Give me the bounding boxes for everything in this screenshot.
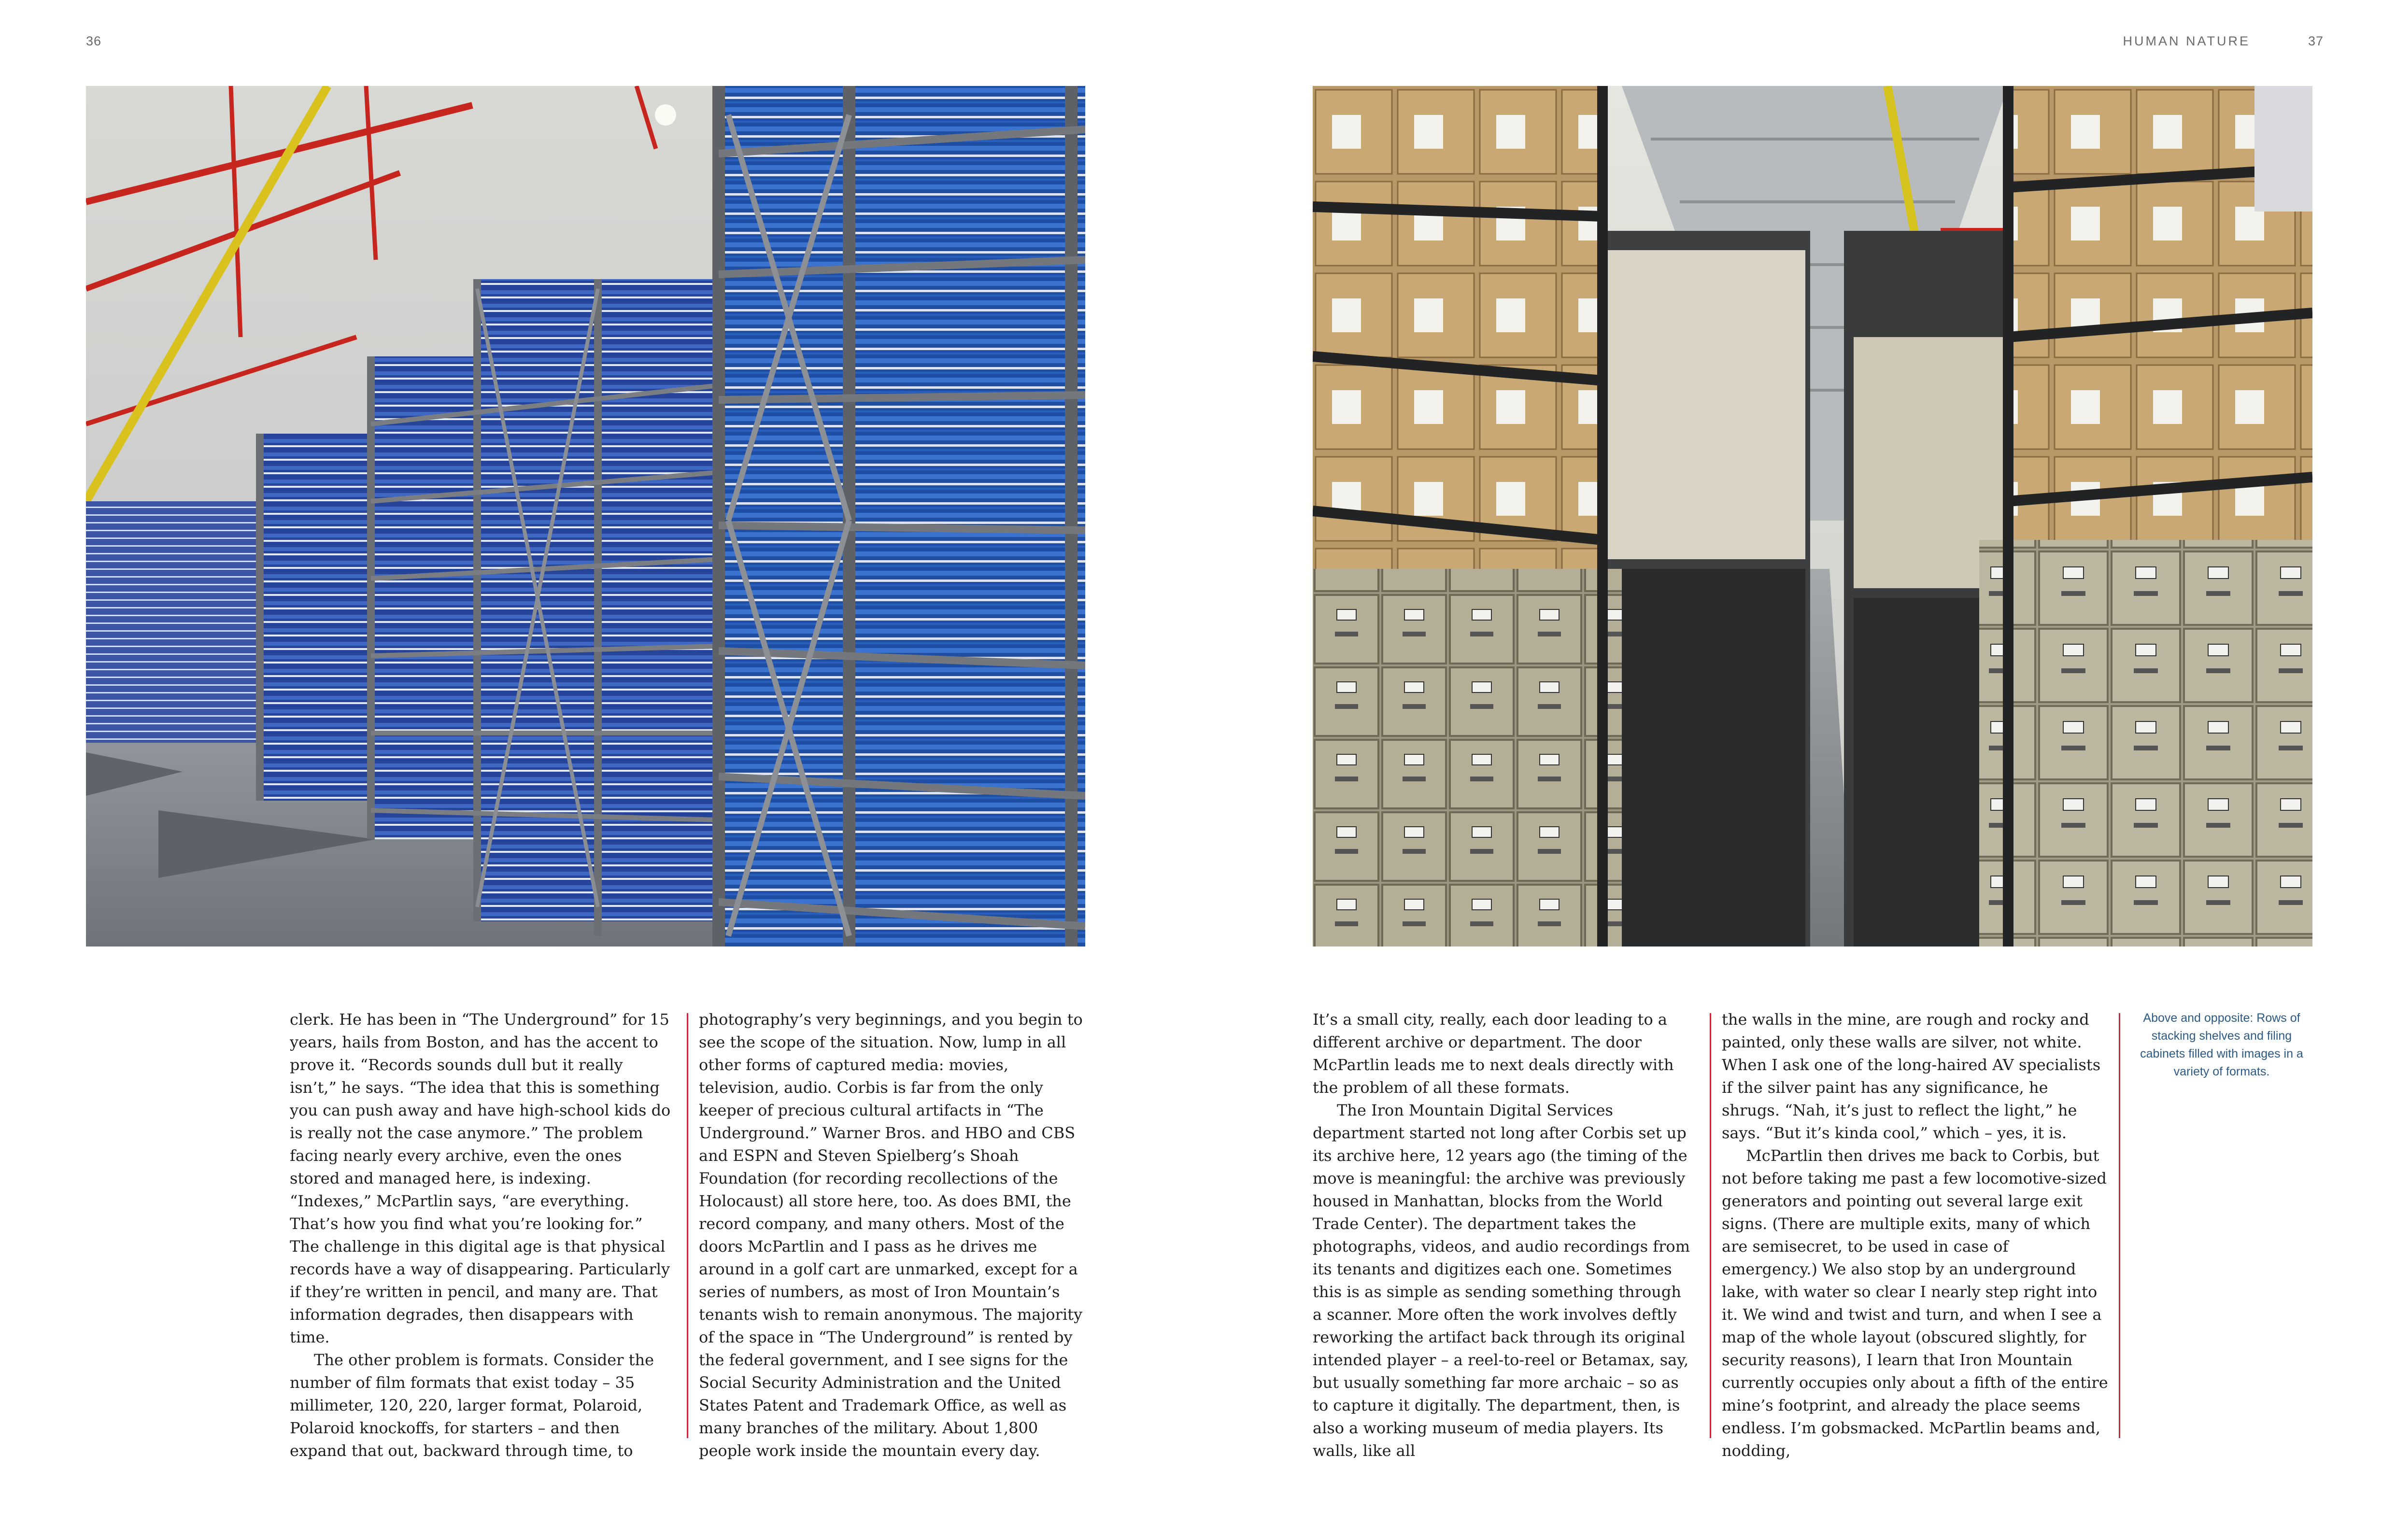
paragraph: It’s a small city, really, each door leading to a different archive or department. The door McPartlin leads me to next deals directly with the problem of all these formats.	[1313, 1010, 1674, 1097]
left-page-number: 36	[86, 34, 102, 48]
column-rule	[687, 1013, 688, 1438]
body-column-1	[290, 1008, 671, 1462]
paragraph: the walls in the mine, are rough and rocky and painted, only these walls are silver, not white. When I ask one of the long-haired AV specialists if the silver paint has any significance, he shrugs. “Nah, it’s just to reflect the light,” he says. “But it’s kinda cool,” which – yes, it is.	[1722, 1010, 2101, 1142]
column-rule	[1710, 1013, 1711, 1438]
filing-cabinet-archive-photo	[1313, 86, 2312, 947]
paragraph: photography’s very beginnings, and you begin to see the scope of the situation. Now, lump in all other forms of captured media: movies, television, audio. Corbis is far from the only keeper of precious cultural artifacts in “The Underground.” Warner Bros. and HBO and CBS and ESPN and Steven Spielberg’s Shoah Foundation (for recording recollections of the Holocaust) all store here, too. As does BMI, the record company, and many others. Most of the doors McPartlin and I pass as he drives me around in a golf cart are unmarked, except for a series of numbers, as most of Iron Mountain’s tenants wish to remain anonymous. The majority of the space in “The Underground” is rented by the federal government, and I see signs for the Social Security Administration and the United States Patent and Trademark Office, as well as many branches of the military. About 1,800 people work inside the mountain every day.	[699, 1010, 1083, 1460]
body-column-2	[699, 1008, 1088, 1462]
paragraph: clerk. He has been in “The Underground” for 15 years, hails from Boston, and has the accent to prove it. “Records sounds dull but it really isn’t,” he says. “The idea that this is something you can push away and have high-school kids do is really not the case anymore.” The problem facing nearly every archive, even the ones stored and managed here, is indexing. “Indexes,” McPartlin says, “are everything. That’s how you find what you’re looking for.” The challenge in this digital age is that physical records have a way of disappearing. Particularly if they’re written in pencil, and many are. That information degrades, then disappears with time.	[290, 1010, 671, 1346]
photo-caption: Above and opposite: Rows of stacking shelves and filing cabinets filled with images in a variety of formats.	[2140, 1011, 2303, 1078]
paragraph: The other problem is formats. Consider the number of film formats that exist today – 35 millimeter, 120, 220, larger format, Polaroid, Polaroid knockoffs, for starters – and then expand that out, backward through time, to	[290, 1351, 654, 1460]
column-rule	[2119, 1013, 2120, 1438]
body-column-3	[1313, 1008, 1694, 1462]
paragraph: The Iron Mountain Digital Services department started not long after Corbis set up its archive here, 12 years ago (the timing of the move is meaningful: the archive was previously housed in Manhattan, blocks from the World Trade Center). The department takes the photographs, videos, and audio recordings from its tenants and digitizes each one. Sometimes this is as simple as sending something through a scanner. More often the work involves deftly reworking the artifact back through its original intended player – a reel-to-reel or Betamax, say, but usually something far more archaic – so as to capture it digitally. The department, then, is also a working museum of media players. Its walls, like all	[1313, 1101, 1690, 1460]
paragraph: McPartlin then drives me back to Corbis, but not before taking me past a few locomotive-sized generators and pointing out several large exit signs. (There are multiple exits, many of which are semisecret, to be used in case of emergency.) We also stop by an underground lake, with water so clear I nearly step right into it. We wind and twist and turn, and when I see a map of the whole layout (obscured slightly, for security reasons), I learn that Iron Mountain currently occupies only about a fifth of the entire mine’s footprint, and already the place seems endless. I’m gobsmacked. McPartlin beams and, nodding,	[1722, 1146, 2108, 1460]
section-name: HUMAN NATURE	[2123, 34, 2250, 48]
body-column-4	[1722, 1008, 2108, 1462]
film-reel-storage-photo	[86, 86, 1085, 947]
right-page-number: 37	[2308, 34, 2324, 48]
right-page-header	[2123, 34, 2324, 49]
